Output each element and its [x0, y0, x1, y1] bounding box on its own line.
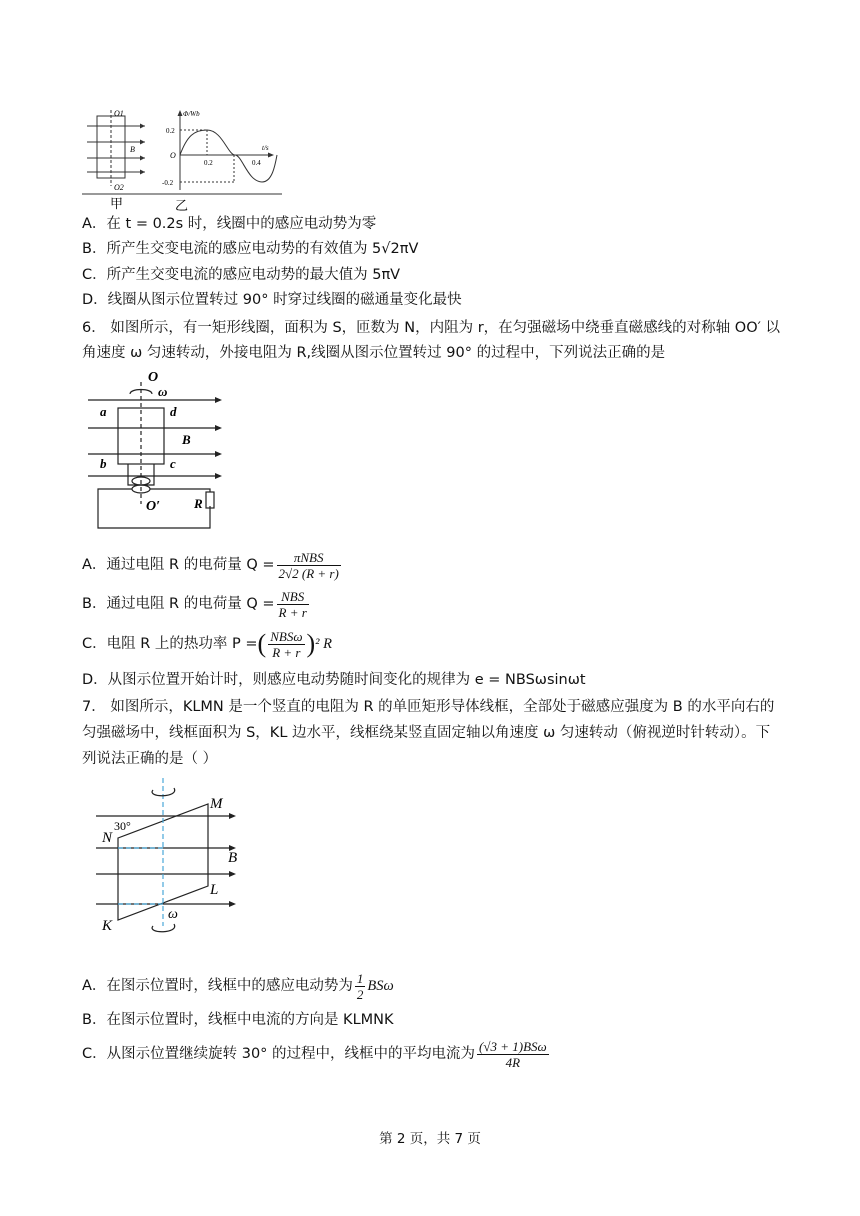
q5-label-yi: 乙	[175, 198, 189, 212]
q6-label-b: b	[100, 456, 107, 471]
q7-option-a-denominator: 2	[356, 986, 364, 1002]
q6-option-c-denominator: R + r	[272, 644, 301, 660]
q5-label-origin: O	[170, 151, 176, 160]
q6-label-a: a	[100, 404, 107, 419]
q5-option-a[interactable]: A．在 t = 0.2s 时，线圈中的感应电动势为零	[82, 216, 377, 232]
q7-option-a-numerator: 1	[356, 970, 364, 986]
q5-figure	[82, 106, 282, 212]
q6-label-b-field: B	[182, 432, 191, 447]
q7-option-a-prefix: A．在图示位置时，线框中的感应电动势为	[82, 978, 353, 994]
q5-coil-diagram	[87, 110, 145, 186]
q6-option-b[interactable]	[82, 586, 311, 622]
q6-option-a-prefix: A．通过电阻 R 的电荷量 Q =	[82, 557, 275, 573]
q5-option-d[interactable]: D．线圈从图示位置转过 90° 时穿过线圈的磁通量变化最快	[82, 292, 462, 308]
q7-stem-line1: 7． 如图所示，KLMN 是一个竖直的电阻为 R 的单匝矩形导体线框，全部处于磁感应强度为 B 的水平向右的	[82, 699, 775, 715]
q5-label-y-top: 0.2	[166, 127, 175, 135]
q7-option-c-denominator: 4R	[505, 1054, 521, 1070]
q7-option-a-fraction	[355, 971, 366, 1002]
q6-option-a-fraction	[277, 550, 341, 581]
q7-figure	[96, 776, 256, 946]
q6-label-o-prime: O′	[146, 499, 161, 514]
q5-label-b: B	[130, 145, 135, 154]
q6-option-c-suffix: ² R	[315, 636, 333, 652]
q5-label-o1: O1	[114, 109, 124, 118]
q6-option-c-fraction	[268, 629, 304, 660]
q5-label-x-mid: 0.2	[204, 159, 213, 167]
q7-label-angle: 30°	[114, 819, 131, 833]
q5-label-t-axis: t/s	[262, 144, 269, 152]
q7-option-c-prefix: C．从图示位置继续旋转 30° 的过程中，线框中的平均电流为	[82, 1046, 476, 1062]
q7-label-omega: ω	[168, 907, 178, 922]
q6-label-omega: ω	[158, 384, 168, 399]
q7-option-b[interactable]: B．在图示位置时，线框中电流的方向是 KLMNK	[82, 1012, 394, 1028]
q5-option-c[interactable]: C．所产生交变电流的感应电动势的最大值为 5πV	[82, 267, 401, 283]
q7-label-k: K	[102, 918, 113, 934]
q5-label-x-end: 0.4	[252, 159, 261, 167]
q6-option-b-fraction	[277, 589, 309, 620]
q6-option-a-numerator: πNBS	[277, 550, 341, 566]
q6-stem-line1: 6． 如图所示，有一矩形线圈，面积为 S，匝数为 N，内阻为 r，在匀强磁场中绕垂直磁感线的对称轴 OO′ 以	[82, 320, 781, 336]
q7-option-c[interactable]	[82, 1036, 551, 1072]
q7-label-l: L	[210, 882, 219, 898]
q6-option-c[interactable]: C．电阻 R 上的热功率 P =( $\frac{\text{NBSω}}{R + r}$ )² R	[82, 628, 333, 660]
q6-stem-line2: 角速度 ω 匀速转动，外接电阻为 R,线圈从图示位置转过 90° 的过程中，下列说法正确的是	[82, 345, 666, 361]
q6-label-o: O	[148, 370, 159, 385]
q7-stem-line2: 匀强磁场中，线框面积为 S，KL 边水平，线框绕某竖直固定轴以角速度 ω 匀速转动（俯视逆时针转动）。下	[82, 725, 771, 741]
q6-figure	[88, 368, 228, 530]
q5-option-b[interactable]: B．所产生交变电流的感应电动势的有效值为 5√2πV	[82, 241, 419, 257]
q7-option-a[interactable]	[82, 968, 394, 1004]
q5-label-phi-axis: Φ/Wb	[183, 110, 200, 118]
q7-label-n: N	[102, 830, 113, 846]
q6-option-b-prefix: B．通过电阻 R 的电荷量 Q =	[82, 596, 275, 612]
q7-option-c-fraction	[477, 1039, 549, 1070]
q6-label-r: R	[194, 496, 203, 511]
q5-label-o2: O2	[114, 183, 124, 192]
q7-option-c-numerator: (√3 + 1)BSω	[479, 1038, 547, 1054]
q7-label-m: M	[210, 796, 223, 812]
q6-label-d: d	[170, 404, 177, 419]
q6-option-c-prefix: C．电阻 R 上的热功率 P =	[82, 636, 258, 652]
q6-option-b-denominator: R + r	[278, 604, 307, 620]
q6-option-d[interactable]: D．从图示位置开始计时，则感应电动势随时间变化的规律为 e = NBSωsinωt	[82, 672, 586, 688]
q6-option-c-numerator: NBSω	[270, 628, 303, 644]
q6-option-b-numerator: NBS	[277, 589, 309, 605]
q7-label-b: B	[228, 850, 238, 866]
q6-option-a[interactable]	[82, 547, 343, 583]
q5-label-y-bottom: -0.2	[162, 179, 174, 187]
q6-label-c: c	[170, 456, 176, 471]
q7-stem-line3: 列说法正确的是（ ）	[82, 751, 218, 767]
q7-option-a-suffix: BSω	[367, 978, 394, 994]
q6-option-a-denominator: 2√2 (R + r)	[278, 565, 339, 581]
page-footer: 第 2 页，共 7 页	[379, 1131, 481, 1147]
q5-label-jia: 甲	[110, 196, 124, 211]
